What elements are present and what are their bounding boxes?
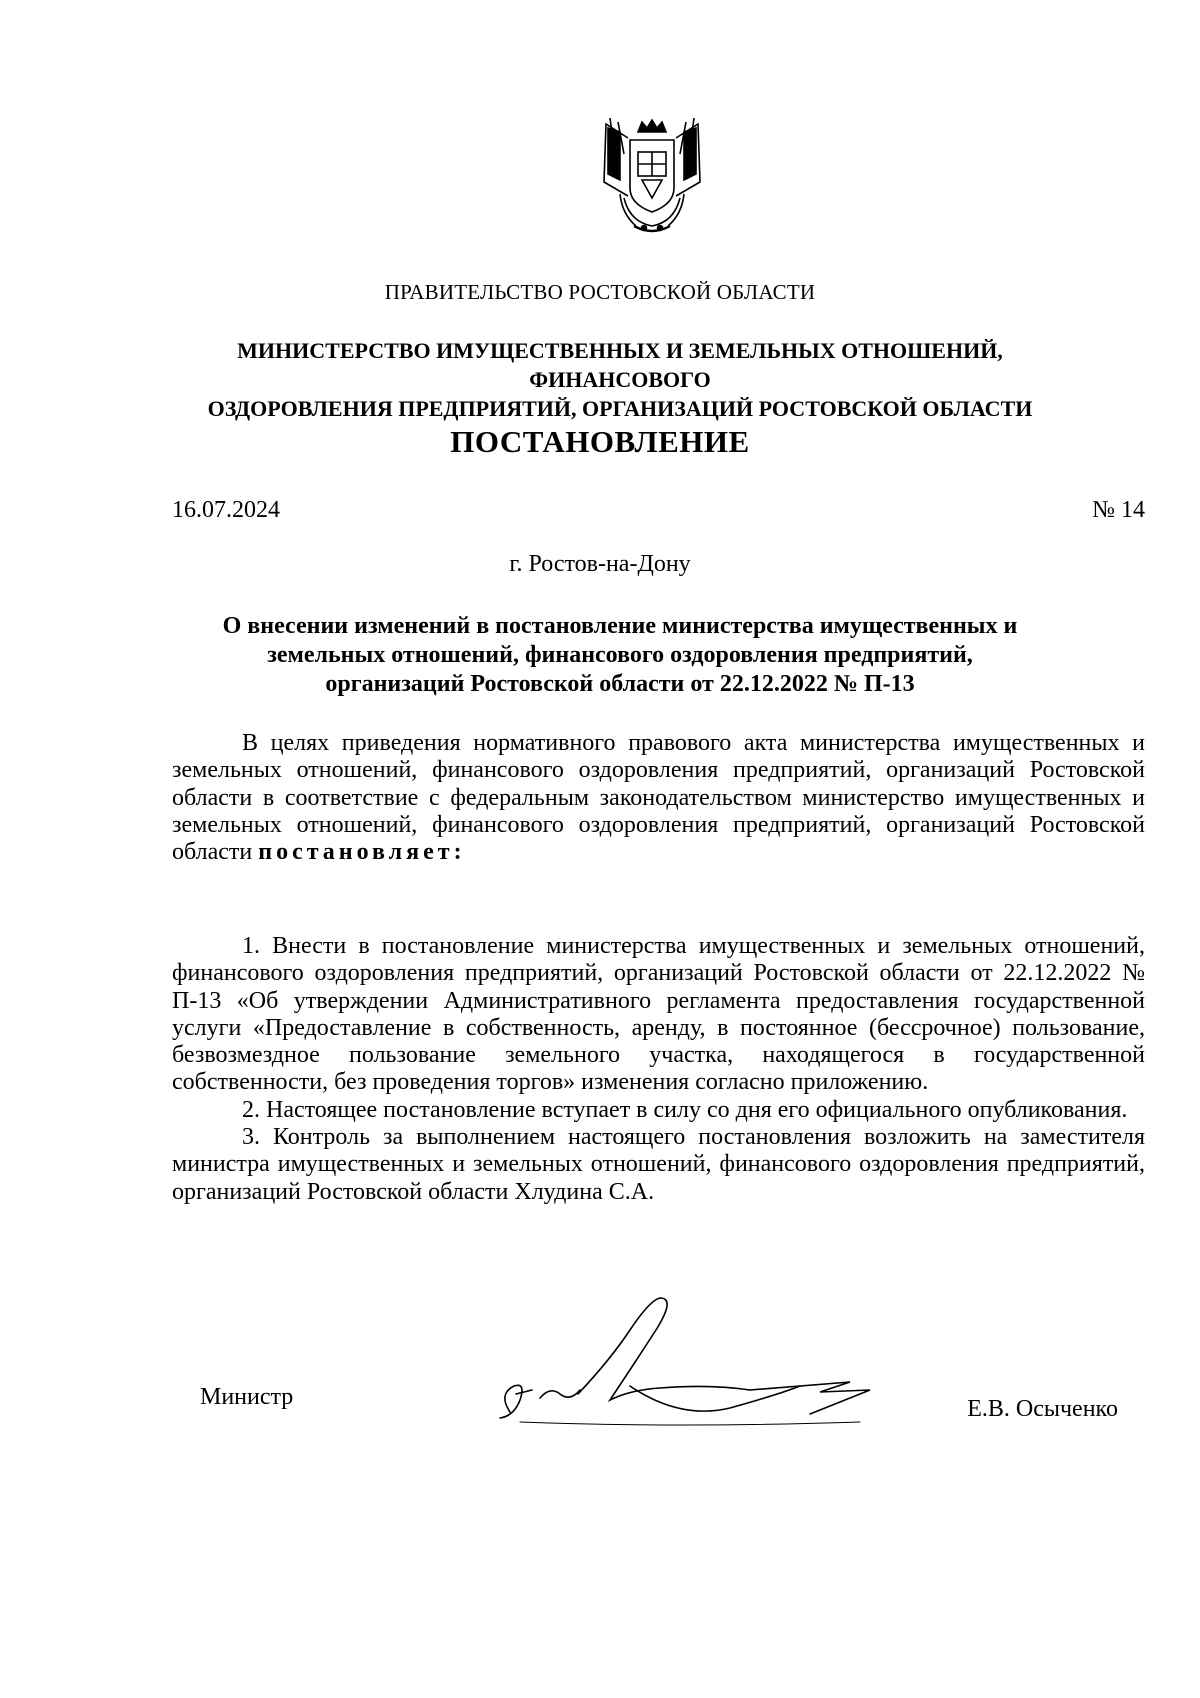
handwritten-signature-icon (480, 1290, 900, 1430)
signer-name: Е.В. Осыченко (967, 1396, 1118, 1422)
ministry-name-line-2: ОЗДОРОВЛЕНИЯ ПРЕДПРИЯТИЙ, ОРГАНИЗАЦИЙ РОСТОВСКОЙ ОБЛАСТИ (207, 396, 1033, 421)
subject-line-1: О внесении изменений в постановление министерства имущественных и (222, 613, 1018, 639)
government-name: ПРАВИТЕЛЬСТВО РОСТОВСКОЙ ОБЛАСТИ (384, 280, 816, 304)
resolution-item-3: 3. Контроль за выполнением настоящего постановления возложить на заместителя министра имущественных и земельных отношений, финансового оздоровления предприятий, организаций Ростовской области Хлудина С.А. (172, 1124, 1145, 1205)
signer-position: Министр (200, 1384, 294, 1410)
document-city: г. Ростов-на-Дону (509, 551, 691, 577)
preamble-block (172, 730, 1145, 866)
subject-line-2: земельных отношений, финансового оздоровления предприятий, (267, 642, 973, 668)
preamble-paragraph (172, 730, 1145, 866)
document-date: 16.07.2024 (172, 497, 280, 523)
document-type-title: ПОСТАНОВЛЕНИЕ (450, 424, 750, 459)
document-subject (150, 612, 1090, 699)
resolution-items (172, 933, 1145, 1206)
resolution-item-1: 1. Внести в постановление министерства имущественных и земельных отношений, финансового оздоровления предприятий, организаций Ростовской области от 22.12.2022 № П-13 «Об утверждении Административного регламента предоставления государственной услуги «Предоставление в собственность, аренду, в постоянное (бессрочное) пользование, безвозмездное пользование земельного участка, находящегося в государственной собственности, без проведения торгов» изменения согласно приложению. (172, 933, 1145, 1096)
preamble-text: В целях приведения нормативного правового акта министерства имущественных и земельных отношений, финансового оздоровления предприятий, организаций Ростовской области в соответствие с федеральным законодательством министерство имущественных и земельных отношений, финансового оздоровления предприятий, организаций Ростовской области (172, 730, 1145, 866)
ministry-name (150, 336, 1090, 423)
subject-line-3: организаций Ростовской области от 22.12.2022 № П-13 (325, 671, 915, 697)
document-number: № 14 (1092, 497, 1145, 523)
resolution-item-2: 2. Настоящее постановление вступает в силу со дня его официального опубликования. (242, 1096, 1128, 1123)
coat-of-arms-emblem-icon (600, 118, 704, 238)
ministry-name-line-1: МИНИСТЕРСТВО ИМУЩЕСТВЕННЫХ И ЗЕМЕЛЬНЫХ ОТНОШЕНИЙ, ФИНАНСОВОГО (237, 338, 1003, 392)
resolves-word: постановляет: (258, 839, 466, 866)
